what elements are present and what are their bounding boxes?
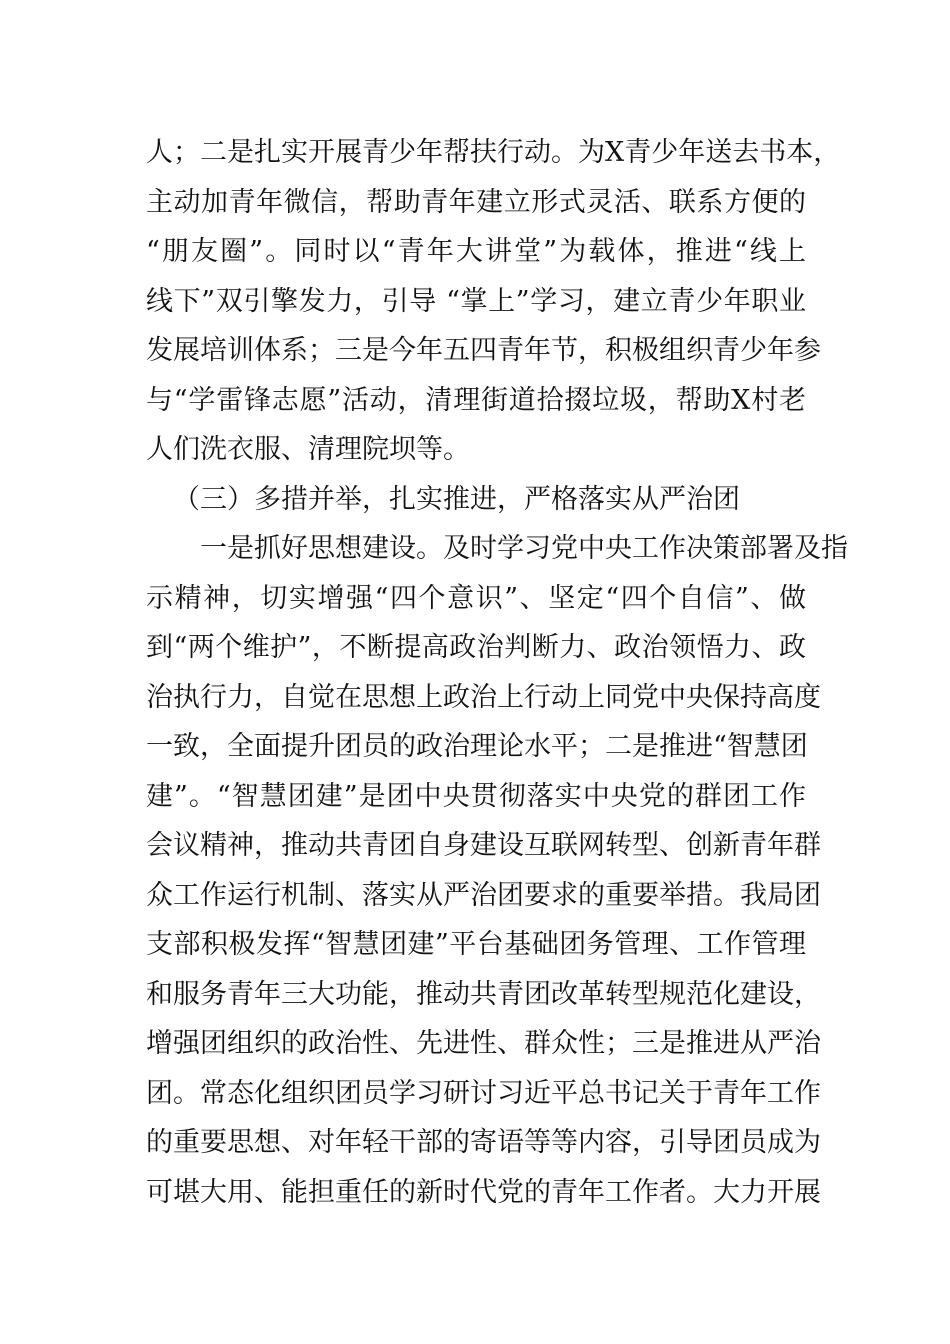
text-line: 一是抓好思想建设。及时学习党中央工作决策部署及指: [200, 533, 848, 564]
text-line: 人们洗衣服、清理院坝等。: [146, 434, 470, 465]
text-line: 和服务青年三大功能，推动共青团改革转型规范化建设，: [146, 978, 821, 1010]
text-line: 人；二是扎实开展青少年帮扶行动。为X青少年送去书本，: [146, 137, 841, 168]
text-line: 到“两个维护”，不断提高政治判断力、政治领悟力、政: [146, 632, 806, 663]
text-line: 治执行力，自觉在思想上政治上行动上同党中央保持高度: [146, 681, 821, 713]
document-body: [146, 128, 848, 1217]
text-line: 主动加青年微信，帮助青年建立形式灵活、联系方便的: [146, 186, 806, 218]
text-line: 示精神，切实增强“四个意识”、坚定“四个自信”、做: [146, 582, 806, 614]
text-line: 团。常态化组织团员学习研讨习近平总书记关于青年工作: [146, 1077, 821, 1109]
text-line: 可堪大用、能担重任的新时代党的青年工作者。大力开展: [146, 1176, 821, 1208]
text-line: “朋友圈”。同时以“青年大讲堂”为载体，推进“线上: [146, 236, 806, 267]
text-line: 众工作运行机制、落实从严治团要求的重要举措。我局团: [146, 879, 821, 911]
text-line: 增强团组织的政治性、先进性、群众性；三是推进从严治: [146, 1028, 821, 1059]
text-line: 支部积极发挥“智慧团建”平台基础团务管理、工作管理: [146, 929, 806, 960]
text-line: 一致，全面提升团员的政治理论水平；二是推进“智慧团: [146, 731, 808, 762]
text-line: 会议精神，推动共青团自身建设互联网转型、创新青年群: [146, 830, 821, 861]
text-line: 建”。“智慧团建”是团中央贯彻落实中央党的群团工作: [146, 780, 806, 812]
text-line: 发展培训体系；三是今年五四青年节，积极组织青少年参: [146, 335, 821, 366]
section-heading: （三）多措并举，扎实推进，严格落实从严治团: [173, 483, 740, 515]
text-line: 的重要思想、对年轻干部的寄语等等内容，引导团员成为: [146, 1127, 821, 1158]
text-line: 与“学雷锋志愿”活动，清理街道拾掇垃圾，帮助X村老: [146, 384, 806, 416]
text-line: 线下”双引擎发力，引导 “掌上”学习，建立青少年职业: [146, 285, 806, 317]
